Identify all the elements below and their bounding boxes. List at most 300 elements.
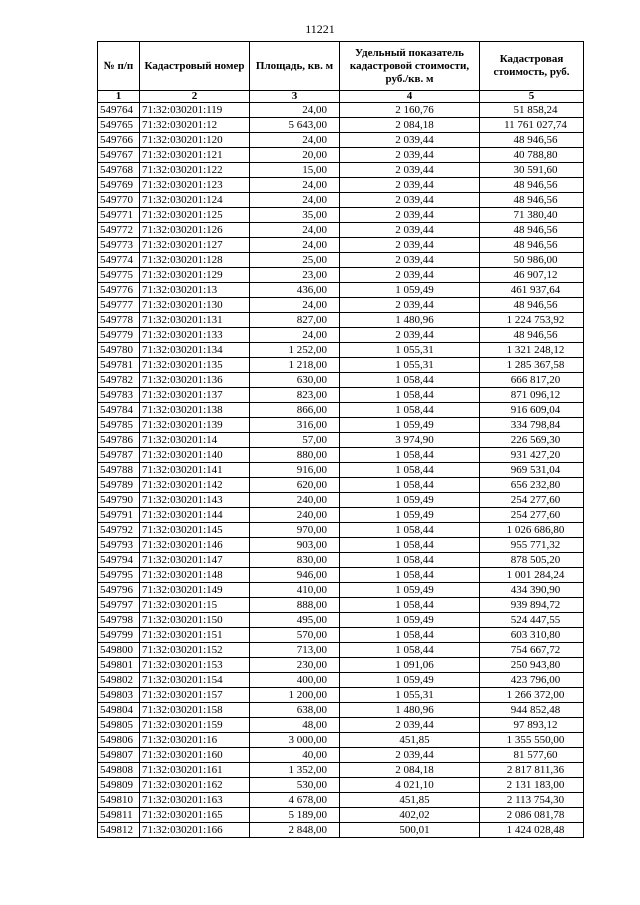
cadastral-number-cell: 71:32:030201:162 — [140, 778, 250, 793]
specific-value-cell: 3 974,90 — [340, 433, 480, 448]
cadastral-value-cell: 2 113 754,30 — [480, 793, 584, 808]
cadastral-value-cell: 871 096,12 — [480, 388, 584, 403]
cadastral-number-cell: 71:32:030201:124 — [140, 193, 250, 208]
cadastral-value-cell: 1 266 372,00 — [480, 688, 584, 703]
row-number-cell: 549777 — [98, 298, 140, 313]
cadastral-value-cell: 50 986,00 — [480, 253, 584, 268]
area-cell: 888,00 — [250, 598, 340, 613]
area-cell: 946,00 — [250, 568, 340, 583]
column-number: 3 — [250, 91, 340, 103]
area-cell: 48,00 — [250, 718, 340, 733]
cadastral-number-cell: 71:32:030201:139 — [140, 418, 250, 433]
specific-value-cell: 1 059,49 — [340, 508, 480, 523]
area-cell: 436,00 — [250, 283, 340, 298]
cadastral-number-cell: 71:32:030201:12 — [140, 118, 250, 133]
cadastral-value-cell: 11 761 027,74 — [480, 118, 584, 133]
row-number-cell: 549772 — [98, 223, 140, 238]
specific-value-cell: 1 055,31 — [340, 688, 480, 703]
row-number-cell: 549792 — [98, 523, 140, 538]
row-number-cell: 549812 — [98, 823, 140, 838]
specific-value-cell: 1 058,44 — [340, 373, 480, 388]
row-number-cell: 549791 — [98, 508, 140, 523]
row-number-cell: 549778 — [98, 313, 140, 328]
area-cell: 24,00 — [250, 238, 340, 253]
cadastral-number-cell: 71:32:030201:144 — [140, 508, 250, 523]
specific-value-cell: 1 058,44 — [340, 598, 480, 613]
cadastral-number-cell: 71:32:030201:13 — [140, 283, 250, 298]
cadastral-value-cell: 1 424 028,48 — [480, 823, 584, 838]
row-number-cell: 549764 — [98, 103, 140, 118]
area-cell: 620,00 — [250, 478, 340, 493]
row-number-cell: 549790 — [98, 493, 140, 508]
cadastral-value-cell: 656 232,80 — [480, 478, 584, 493]
table-row — [98, 553, 584, 568]
cadastral-number-cell: 71:32:030201:142 — [140, 478, 250, 493]
row-number-cell: 549808 — [98, 763, 140, 778]
specific-value-cell: 1 059,49 — [340, 493, 480, 508]
area-cell: 24,00 — [250, 178, 340, 193]
area-cell: 5 643,00 — [250, 118, 340, 133]
cadastral-number-cell: 71:32:030201:125 — [140, 208, 250, 223]
row-number-cell: 549770 — [98, 193, 140, 208]
cadastral-value-cell: 48 946,56 — [480, 133, 584, 148]
table-row — [98, 208, 584, 223]
cadastral-number-cell: 71:32:030201:149 — [140, 583, 250, 598]
area-cell: 823,00 — [250, 388, 340, 403]
cadastral-value-cell: 1 001 284,24 — [480, 568, 584, 583]
specific-value-cell: 1 058,44 — [340, 553, 480, 568]
cadastral-value-cell: 603 310,80 — [480, 628, 584, 643]
cadastral-number-cell: 71:32:030201:145 — [140, 523, 250, 538]
cadastral-number-cell: 71:32:030201:150 — [140, 613, 250, 628]
cadastral-value-cell: 48 946,56 — [480, 193, 584, 208]
specific-value-cell: 451,85 — [340, 733, 480, 748]
row-number-cell: 549765 — [98, 118, 140, 133]
cadastral-number-cell: 71:32:030201:159 — [140, 718, 250, 733]
specific-value-cell: 1 091,06 — [340, 658, 480, 673]
specific-value-cell: 451,85 — [340, 793, 480, 808]
table-row — [98, 118, 584, 133]
specific-value-cell: 2 039,44 — [340, 268, 480, 283]
area-cell: 495,00 — [250, 613, 340, 628]
row-number-cell: 549786 — [98, 433, 140, 448]
cadastral-number-cell: 71:32:030201:135 — [140, 358, 250, 373]
table-row — [98, 133, 584, 148]
header-cadastral-value: Кадастровая стоимость, руб. — [480, 42, 584, 91]
specific-value-cell: 2 039,44 — [340, 328, 480, 343]
specific-value-cell: 1 480,96 — [340, 703, 480, 718]
specific-value-cell: 1 058,44 — [340, 403, 480, 418]
specific-value-cell: 2 039,44 — [340, 718, 480, 733]
cadastral-value-cell: 254 277,60 — [480, 508, 584, 523]
specific-value-cell: 2 160,76 — [340, 103, 480, 118]
table-row — [98, 268, 584, 283]
area-cell: 25,00 — [250, 253, 340, 268]
cadastral-number-cell: 71:32:030201:121 — [140, 148, 250, 163]
table-header-row — [98, 42, 584, 91]
cadastral-number-cell: 71:32:030201:161 — [140, 763, 250, 778]
row-number-cell: 549780 — [98, 343, 140, 358]
row-number-cell: 549806 — [98, 733, 140, 748]
cadastral-number-cell: 71:32:030201:129 — [140, 268, 250, 283]
cadastral-value-cell: 1 026 686,80 — [480, 523, 584, 538]
row-number-cell: 549795 — [98, 568, 140, 583]
cadastral-number-cell: 71:32:030201:123 — [140, 178, 250, 193]
cadastral-value-cell: 916 609,04 — [480, 403, 584, 418]
column-number-row — [98, 91, 584, 103]
row-number-cell: 549788 — [98, 463, 140, 478]
table-row — [98, 238, 584, 253]
cadastral-value-cell: 254 277,60 — [480, 493, 584, 508]
area-cell: 24,00 — [250, 193, 340, 208]
row-number-cell: 549773 — [98, 238, 140, 253]
table-row — [98, 193, 584, 208]
table-row — [98, 103, 584, 118]
cadastral-value-cell: 226 569,30 — [480, 433, 584, 448]
cadastral-number-cell: 71:32:030201:127 — [140, 238, 250, 253]
cadastral-number-cell: 71:32:030201:166 — [140, 823, 250, 838]
cadastral-number-cell: 71:32:030201:153 — [140, 658, 250, 673]
cadastral-value-cell: 524 447,55 — [480, 613, 584, 628]
specific-value-cell: 2 039,44 — [340, 178, 480, 193]
row-number-cell: 549801 — [98, 658, 140, 673]
area-cell: 316,00 — [250, 418, 340, 433]
cadastral-value-cell: 1 321 248,12 — [480, 343, 584, 358]
cadastral-number-cell: 71:32:030201:154 — [140, 673, 250, 688]
row-number-cell: 549796 — [98, 583, 140, 598]
cadastral-value-cell: 2 817 811,36 — [480, 763, 584, 778]
area-cell: 24,00 — [250, 103, 340, 118]
area-cell: 23,00 — [250, 268, 340, 283]
column-number: 2 — [140, 91, 250, 103]
cadastral-value-cell: 81 577,60 — [480, 748, 584, 763]
specific-value-cell: 2 039,44 — [340, 163, 480, 178]
cadastral-value-cell: 1 355 550,00 — [480, 733, 584, 748]
specific-value-cell: 4 021,10 — [340, 778, 480, 793]
row-number-cell: 549784 — [98, 403, 140, 418]
row-number-cell: 549774 — [98, 253, 140, 268]
specific-value-cell: 2 039,44 — [340, 208, 480, 223]
cadastral-number-cell: 71:32:030201:138 — [140, 403, 250, 418]
table-row — [98, 568, 584, 583]
row-number-cell: 549787 — [98, 448, 140, 463]
table-row — [98, 343, 584, 358]
area-cell: 630,00 — [250, 373, 340, 388]
table-row — [98, 613, 584, 628]
area-cell: 24,00 — [250, 223, 340, 238]
table-row — [98, 778, 584, 793]
cadastral-number-cell: 71:32:030201:152 — [140, 643, 250, 658]
table-row — [98, 433, 584, 448]
row-number-cell: 549767 — [98, 148, 140, 163]
specific-value-cell: 1 480,96 — [340, 313, 480, 328]
table-row — [98, 643, 584, 658]
table-row — [98, 493, 584, 508]
specific-value-cell: 1 058,44 — [340, 478, 480, 493]
area-cell: 880,00 — [250, 448, 340, 463]
row-number-cell: 549797 — [98, 598, 140, 613]
area-cell: 1 252,00 — [250, 343, 340, 358]
area-cell: 1 200,00 — [250, 688, 340, 703]
cadastral-number-cell: 71:32:030201:130 — [140, 298, 250, 313]
cadastral-value-cell: 48 946,56 — [480, 298, 584, 313]
table-row — [98, 223, 584, 238]
row-number-cell: 549779 — [98, 328, 140, 343]
table-row — [98, 463, 584, 478]
cadastral-number-cell: 71:32:030201:148 — [140, 568, 250, 583]
table-row — [98, 328, 584, 343]
area-cell: 230,00 — [250, 658, 340, 673]
table-row — [98, 673, 584, 688]
area-cell: 570,00 — [250, 628, 340, 643]
cadastral-value-cell: 955 771,32 — [480, 538, 584, 553]
row-number-cell: 549775 — [98, 268, 140, 283]
row-number-cell: 549802 — [98, 673, 140, 688]
specific-value-cell: 1 058,44 — [340, 463, 480, 478]
table-row — [98, 808, 584, 823]
row-number-cell: 549803 — [98, 688, 140, 703]
row-number-cell: 549783 — [98, 388, 140, 403]
cadastral-value-cell: 969 531,04 — [480, 463, 584, 478]
specific-value-cell: 1 059,49 — [340, 418, 480, 433]
cadastral-number-cell: 71:32:030201:163 — [140, 793, 250, 808]
area-cell: 530,00 — [250, 778, 340, 793]
table-row — [98, 403, 584, 418]
cadastral-value-cell: 46 907,12 — [480, 268, 584, 283]
specific-value-cell: 1 055,31 — [340, 358, 480, 373]
table-row — [98, 283, 584, 298]
cadastral-number-cell: 71:32:030201:126 — [140, 223, 250, 238]
specific-value-cell: 1 058,44 — [340, 523, 480, 538]
specific-value-cell: 2 039,44 — [340, 193, 480, 208]
column-number: 4 — [340, 91, 480, 103]
cadastral-value-cell: 754 667,72 — [480, 643, 584, 658]
area-cell: 970,00 — [250, 523, 340, 538]
table-row — [98, 718, 584, 733]
cadastral-value-cell: 423 796,00 — [480, 673, 584, 688]
row-number-cell: 549809 — [98, 778, 140, 793]
cadastral-number-cell: 71:32:030201:14 — [140, 433, 250, 448]
area-cell: 916,00 — [250, 463, 340, 478]
area-cell: 827,00 — [250, 313, 340, 328]
row-number-cell: 549766 — [98, 133, 140, 148]
area-cell: 400,00 — [250, 673, 340, 688]
row-number-cell: 549807 — [98, 748, 140, 763]
cadastral-number-cell: 71:32:030201:146 — [140, 538, 250, 553]
table-row — [98, 628, 584, 643]
cadastral-number-cell: 71:32:030201:151 — [140, 628, 250, 643]
cadastral-value-cell: 666 817,20 — [480, 373, 584, 388]
table-row — [98, 178, 584, 193]
area-cell: 866,00 — [250, 403, 340, 418]
table-body — [98, 103, 584, 838]
cadastral-value-cell: 40 788,80 — [480, 148, 584, 163]
cadastral-value-cell: 48 946,56 — [480, 328, 584, 343]
cadastral-number-cell: 71:32:030201:165 — [140, 808, 250, 823]
cadastral-number-cell: 71:32:030201:140 — [140, 448, 250, 463]
area-cell: 24,00 — [250, 298, 340, 313]
table-row — [98, 418, 584, 433]
table-row — [98, 298, 584, 313]
table-row — [98, 388, 584, 403]
header-cadastral-number: Кадастровый номер — [140, 42, 250, 91]
area-cell: 830,00 — [250, 553, 340, 568]
area-cell: 40,00 — [250, 748, 340, 763]
cadastral-value-cell: 51 858,24 — [480, 103, 584, 118]
cadastral-value-cell: 931 427,20 — [480, 448, 584, 463]
cadastral-value-cell: 30 591,60 — [480, 163, 584, 178]
cadastral-number-cell: 71:32:030201:120 — [140, 133, 250, 148]
table-row — [98, 748, 584, 763]
specific-value-cell: 2 039,44 — [340, 748, 480, 763]
specific-value-cell: 2 084,18 — [340, 763, 480, 778]
area-cell: 2 848,00 — [250, 823, 340, 838]
cadastral-value-cell: 2 131 183,00 — [480, 778, 584, 793]
area-cell: 240,00 — [250, 493, 340, 508]
table-row — [98, 823, 584, 838]
cadastral-number-cell: 71:32:030201:141 — [140, 463, 250, 478]
header-area: Площадь, кв. м — [250, 42, 340, 91]
row-number-cell: 549793 — [98, 538, 140, 553]
area-cell: 57,00 — [250, 433, 340, 448]
cadastral-number-cell: 71:32:030201:160 — [140, 748, 250, 763]
cadastral-number-cell: 71:32:030201:131 — [140, 313, 250, 328]
row-number-cell: 549811 — [98, 808, 140, 823]
cadastral-number-cell: 71:32:030201:137 — [140, 388, 250, 403]
table-row — [98, 508, 584, 523]
table-row — [98, 148, 584, 163]
specific-value-cell: 2 039,44 — [340, 133, 480, 148]
area-cell: 35,00 — [250, 208, 340, 223]
cadastral-number-cell: 71:32:030201:133 — [140, 328, 250, 343]
area-cell: 24,00 — [250, 133, 340, 148]
row-number-cell: 549782 — [98, 373, 140, 388]
table-row — [98, 448, 584, 463]
page-number: 11221 — [305, 22, 335, 36]
area-cell: 903,00 — [250, 538, 340, 553]
table-row — [98, 523, 584, 538]
cadastral-value-cell: 48 946,56 — [480, 178, 584, 193]
table-row — [98, 478, 584, 493]
specific-value-cell: 500,01 — [340, 823, 480, 838]
row-number-cell: 549789 — [98, 478, 140, 493]
row-number-cell: 549805 — [98, 718, 140, 733]
specific-value-cell: 2 039,44 — [340, 223, 480, 238]
cadastral-value-cell: 1 224 753,92 — [480, 313, 584, 328]
specific-value-cell: 1 059,49 — [340, 583, 480, 598]
table-row — [98, 703, 584, 718]
row-number-cell: 549810 — [98, 793, 140, 808]
row-number-cell: 549804 — [98, 703, 140, 718]
table-row — [98, 688, 584, 703]
cadastral-number-cell: 71:32:030201:157 — [140, 688, 250, 703]
area-cell: 4 678,00 — [250, 793, 340, 808]
table-row — [98, 598, 584, 613]
table-row — [98, 583, 584, 598]
cadastral-number-cell: 71:32:030201:134 — [140, 343, 250, 358]
row-number-cell: 549769 — [98, 178, 140, 193]
area-cell: 638,00 — [250, 703, 340, 718]
specific-value-cell: 1 055,31 — [340, 343, 480, 358]
cadastral-value-cell: 461 937,64 — [480, 283, 584, 298]
header-specific-value: Удельный показатель кадастровой стоимости, руб./кв. м — [340, 42, 480, 91]
column-number: 5 — [480, 91, 584, 103]
cadastral-value-cell: 334 798,84 — [480, 418, 584, 433]
specific-value-cell: 2 039,44 — [340, 238, 480, 253]
specific-value-cell: 1 058,44 — [340, 448, 480, 463]
table-row — [98, 373, 584, 388]
cadastral-value-cell: 434 390,90 — [480, 583, 584, 598]
specific-value-cell: 2 039,44 — [340, 148, 480, 163]
column-number: 1 — [98, 91, 140, 103]
specific-value-cell: 2 039,44 — [340, 253, 480, 268]
specific-value-cell: 1 058,44 — [340, 568, 480, 583]
header-row-number: № п/п — [98, 42, 140, 91]
area-cell: 20,00 — [250, 148, 340, 163]
row-number-cell: 549799 — [98, 628, 140, 643]
area-cell: 24,00 — [250, 328, 340, 343]
cadastral-value-cell: 878 505,20 — [480, 553, 584, 568]
cadastral-number-cell: 71:32:030201:158 — [140, 703, 250, 718]
specific-value-cell: 2 084,18 — [340, 118, 480, 133]
area-cell: 5 189,00 — [250, 808, 340, 823]
area-cell: 240,00 — [250, 508, 340, 523]
table-row — [98, 733, 584, 748]
row-number-cell: 549771 — [98, 208, 140, 223]
area-cell: 3 000,00 — [250, 733, 340, 748]
table-row — [98, 163, 584, 178]
area-cell: 15,00 — [250, 163, 340, 178]
cadastral-number-cell: 71:32:030201:16 — [140, 733, 250, 748]
cadastral-number-cell: 71:32:030201:136 — [140, 373, 250, 388]
cadastral-number-cell: 71:32:030201:122 — [140, 163, 250, 178]
cadastral-value-cell: 71 380,40 — [480, 208, 584, 223]
cadastral-value-table — [97, 41, 584, 838]
table-row — [98, 763, 584, 778]
specific-value-cell: 1 058,44 — [340, 388, 480, 403]
specific-value-cell: 1 059,49 — [340, 613, 480, 628]
row-number-cell: 549800 — [98, 643, 140, 658]
cadastral-value-cell: 1 285 367,58 — [480, 358, 584, 373]
specific-value-cell: 1 059,49 — [340, 283, 480, 298]
area-cell: 410,00 — [250, 583, 340, 598]
table-row — [98, 793, 584, 808]
cadastral-value-cell: 97 893,12 — [480, 718, 584, 733]
table-row — [98, 313, 584, 328]
cadastral-value-cell: 250 943,80 — [480, 658, 584, 673]
row-number-cell: 549781 — [98, 358, 140, 373]
specific-value-cell: 1 058,44 — [340, 643, 480, 658]
cadastral-number-cell: 71:32:030201:15 — [140, 598, 250, 613]
specific-value-cell: 2 039,44 — [340, 298, 480, 313]
table-row — [98, 253, 584, 268]
specific-value-cell: 1 058,44 — [340, 628, 480, 643]
cadastral-value-cell: 939 894,72 — [480, 598, 584, 613]
row-number-cell: 549798 — [98, 613, 140, 628]
cadastral-value-cell: 48 946,56 — [480, 238, 584, 253]
row-number-cell: 549768 — [98, 163, 140, 178]
cadastral-number-cell: 71:32:030201:119 — [140, 103, 250, 118]
area-cell: 1 352,00 — [250, 763, 340, 778]
area-cell: 1 218,00 — [250, 358, 340, 373]
specific-value-cell: 1 058,44 — [340, 538, 480, 553]
row-number-cell: 549776 — [98, 283, 140, 298]
cadastral-value-cell: 2 086 081,78 — [480, 808, 584, 823]
row-number-cell: 549785 — [98, 418, 140, 433]
table-row — [98, 538, 584, 553]
area-cell: 713,00 — [250, 643, 340, 658]
cadastral-number-cell: 71:32:030201:128 — [140, 253, 250, 268]
